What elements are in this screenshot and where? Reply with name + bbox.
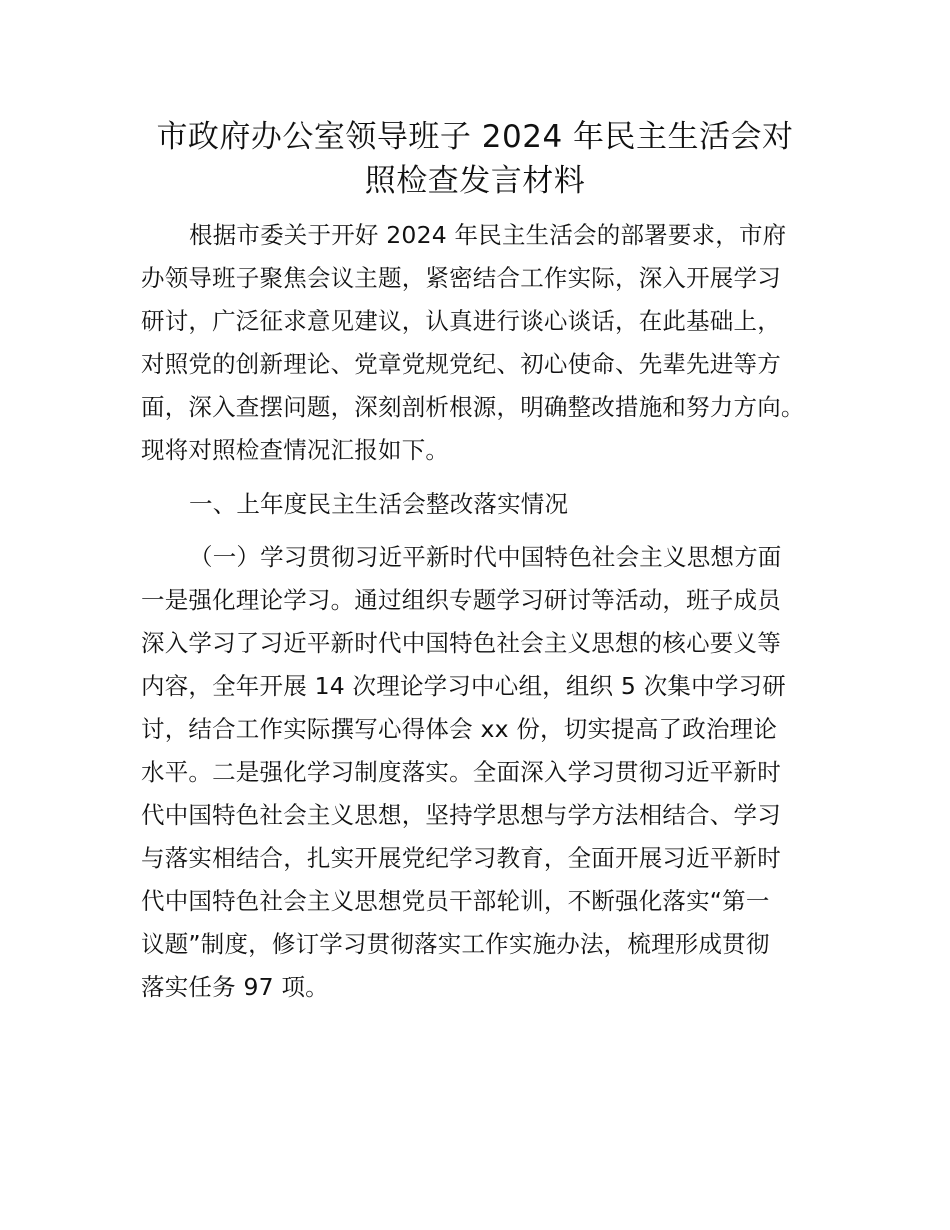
body-line-1: 一是强化理论学习。通过组织专题学习研讨等活动，班子成员 xyxy=(141,586,781,614)
intro-line-1: 根据市委关于开好 2024 年民主生活会的部署要求，市府 xyxy=(189,221,787,249)
section-heading: 一、上年度民主生活会整改落实情况 xyxy=(189,490,569,518)
intro-line-3: 研讨，广泛征求意见建议，认真进行谈心谈话，在此基础上， xyxy=(141,307,781,335)
body-line-9: 议题”制度，修订学习贯彻落实工作实施办法，梳理形成贯彻 xyxy=(141,930,770,958)
body-line-5: 水平。二是强化学习制度落实。全面深入学习贯彻习近平新时 xyxy=(141,758,781,786)
body-line-6: 代中国特色社会主义思想，坚持学思想与学方法相结合、学习 xyxy=(141,801,781,829)
document-title-line-2: 照检查发言材料 xyxy=(364,163,586,199)
body-line-8: 代中国特色社会主义思想党员干部轮训，不断强化落实“第一 xyxy=(141,887,770,915)
intro-line-4: 对照党的创新理论、党章党规党纪、初心使命、先辈先进等方 xyxy=(141,350,781,378)
document-title-line-1: 市政府办公室领导班子 2024 年民主生活会对 xyxy=(156,119,794,155)
body-line-10: 落实任务 97 项。 xyxy=(141,973,329,1001)
intro-line-2: 办领导班子聚焦会议主题，紧密结合工作实际，深入开展学习 xyxy=(141,264,781,292)
body-line-7: 与落实相结合，扎实开展党纪学习教育，全面开展习近平新时 xyxy=(141,844,781,872)
subsection-heading: （一）学习贯彻习近平新时代中国特色社会主义思想方面 xyxy=(189,543,782,571)
intro-line-6: 现将对照检查情况汇报如下。 xyxy=(141,436,450,464)
body-line-3: 内容，全年开展 14 次理论学习中心组，组织 5 次集中学习研 xyxy=(141,672,786,700)
intro-line-5: 面，深入查摆问题，深刻剖析根源，明确整改措施和努力方向。 xyxy=(141,393,805,421)
body-line-4: 讨，结合工作实际撰写心得体会 xx 份，切实提高了政治理论 xyxy=(141,715,778,743)
body-line-2: 深入学习了习近平新时代中国特色社会主义思想的核心要义等 xyxy=(141,629,781,657)
